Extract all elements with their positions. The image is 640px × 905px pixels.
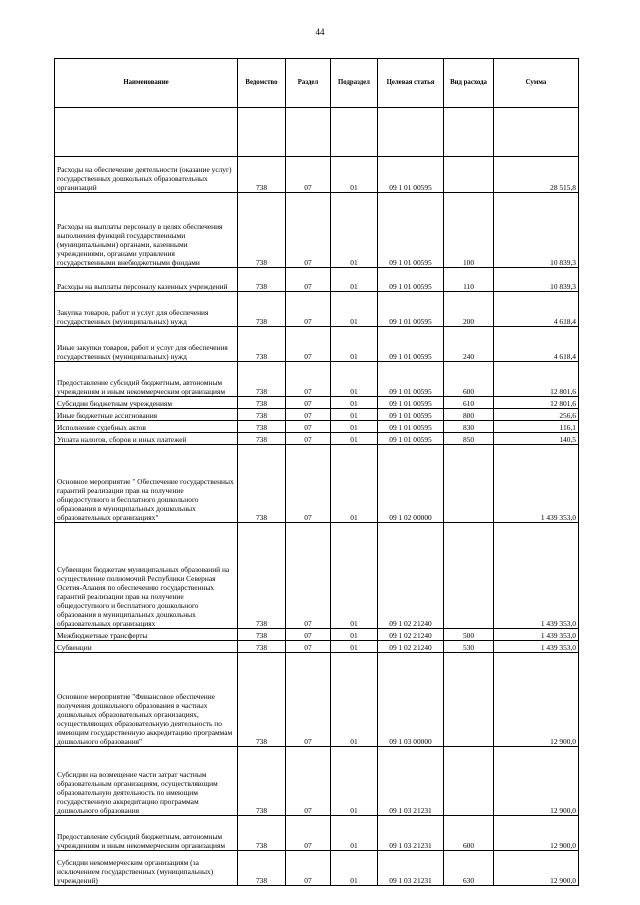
table-row <box>55 445 579 523</box>
table-body <box>55 108 579 886</box>
row-subsection: 01 <box>331 157 378 193</box>
row-subsection: 01 <box>331 851 378 886</box>
row-subsection: 01 <box>331 653 378 747</box>
row-section: 07 <box>286 653 331 747</box>
row-target-article: 09 1 03 00000 <box>378 653 444 747</box>
spacer-cell <box>494 108 579 157</box>
row-sum: 1 439 353,0 <box>494 641 579 653</box>
row-section: 07 <box>286 851 331 886</box>
row-name: Уплата налогов, сборов и иных платежей <box>55 433 238 445</box>
row-department: 738 <box>238 268 286 292</box>
row-section: 07 <box>286 523 331 629</box>
table-row <box>55 327 579 362</box>
row-section: 07 <box>286 268 331 292</box>
row-name: Субсидии бюджетным учреждениям <box>55 397 238 409</box>
row-department: 738 <box>238 327 286 362</box>
row-name: Иные бюджетные ассигнования <box>55 409 238 421</box>
row-name: Исполнение судебных актов <box>55 421 238 433</box>
row-department: 738 <box>238 816 286 851</box>
row-target-article: 09 1 01 00595 <box>378 433 444 445</box>
row-section: 07 <box>286 409 331 421</box>
row-target-article: 09 1 02 21240 <box>378 641 444 653</box>
table-row <box>55 629 579 641</box>
row-expense-type: 600 <box>444 816 494 851</box>
table-row <box>55 523 579 629</box>
row-section: 07 <box>286 433 331 445</box>
table-row <box>55 157 579 193</box>
row-subsection: 01 <box>331 327 378 362</box>
row-expense-type <box>444 523 494 629</box>
table-row <box>55 362 579 397</box>
row-section: 07 <box>286 747 331 816</box>
row-target-article: 09 1 01 00595 <box>378 327 444 362</box>
row-target-article: 09 1 01 00595 <box>378 421 444 433</box>
table-row <box>55 292 579 327</box>
row-name: Расходы на выплаты персоналу казенных учреждений <box>55 268 238 292</box>
row-subsection: 01 <box>331 747 378 816</box>
table-row <box>55 816 579 851</box>
row-expense-type: 530 <box>444 641 494 653</box>
row-subsection: 01 <box>331 421 378 433</box>
row-sum: 4 618,4 <box>494 292 579 327</box>
row-section: 07 <box>286 421 331 433</box>
row-subsection: 01 <box>331 629 378 641</box>
row-target-article: 09 1 01 00595 <box>378 292 444 327</box>
table-row <box>55 409 579 421</box>
row-sum: 12 900,0 <box>494 816 579 851</box>
row-sum: 10 839,3 <box>494 268 579 292</box>
spacer-cell <box>238 108 286 157</box>
row-sum: 28 515,8 <box>494 157 579 193</box>
row-expense-type: 100 <box>444 193 494 268</box>
header-section: Раздел <box>286 59 331 108</box>
row-sum: 12 900,0 <box>494 851 579 886</box>
row-expense-type: 630 <box>444 851 494 886</box>
row-expense-type <box>444 157 494 193</box>
table-row <box>55 641 579 653</box>
row-target-article: 09 1 01 00595 <box>378 268 444 292</box>
row-target-article: 09 1 02 21240 <box>378 523 444 629</box>
header-expense-type: Вид расхода <box>444 59 494 108</box>
row-sum: 1 439 353,0 <box>494 523 579 629</box>
row-target-article: 09 1 03 21231 <box>378 851 444 886</box>
row-target-article: 09 1 01 00595 <box>378 409 444 421</box>
row-name: Расходы на обеспечение деятельности (оказание услуг) государственных дошкольных образовательных организаций <box>55 157 238 193</box>
header-name: Наименование <box>55 59 238 108</box>
row-section: 07 <box>286 327 331 362</box>
row-target-article: 09 1 02 00000 <box>378 445 444 523</box>
row-expense-type: 110 <box>444 268 494 292</box>
row-expense-type: 830 <box>444 421 494 433</box>
spacer-cell <box>444 108 494 157</box>
row-name: Субсидии на возмещение части затрат частным образовательным организациям, осуществляющим образовательную деятельность по имеющим государственную аккредитацию программам дошкольного образования <box>55 747 238 816</box>
row-name: Основное мероприятие " Обеспечение государственных гарантий реализации прав на получение общедоступного и бесплатного дошкольного образования в муниципальных дошкольных образовательных организациях" <box>55 445 238 523</box>
row-name: Предоставление субсидий бюджетным, автономным учреждениям и иным некоммерческим организациям <box>55 362 238 397</box>
row-department: 738 <box>238 653 286 747</box>
row-expense-type: 500 <box>444 629 494 641</box>
row-name: Субвенции бюджетам муниципальных образований на осуществление полномочий Республики Северная Осетия-Алания по обеспечению государственных гарантий реализации прав на получение общедоступного и бесплатного дошкольного образования в муниципальных дошкольных образовательных организациях <box>55 523 238 629</box>
row-expense-type <box>444 747 494 816</box>
row-subsection: 01 <box>331 445 378 523</box>
row-sum: 1 439 353,0 <box>494 445 579 523</box>
row-subsection: 01 <box>331 292 378 327</box>
header-department: Ведомство <box>238 59 286 108</box>
table-row <box>55 268 579 292</box>
row-subsection: 01 <box>331 433 378 445</box>
row-sum: 10 839,3 <box>494 193 579 268</box>
row-department: 738 <box>238 409 286 421</box>
row-sum: 12 900,0 <box>494 747 579 816</box>
row-department: 738 <box>238 157 286 193</box>
row-expense-type: 240 <box>444 327 494 362</box>
table-header-row <box>55 59 579 108</box>
row-name: Субсидии некоммерческим организациям (за исключением государственных (муниципальных) учреждений) <box>55 851 238 886</box>
row-name: Закупка товаров, работ и услуг для обеспечения государственных (муниципальных) нужд <box>55 292 238 327</box>
row-department: 738 <box>238 747 286 816</box>
row-section: 07 <box>286 157 331 193</box>
row-target-article: 09 1 02 21240 <box>378 629 444 641</box>
row-subsection: 01 <box>331 641 378 653</box>
row-department: 738 <box>238 193 286 268</box>
spacer-cell <box>331 108 378 157</box>
row-subsection: 01 <box>331 362 378 397</box>
row-subsection: 01 <box>331 816 378 851</box>
row-sum: 12 900,0 <box>494 653 579 747</box>
row-name: Субвенции <box>55 641 238 653</box>
page-number: 44 <box>315 27 325 37</box>
row-section: 07 <box>286 193 331 268</box>
table-row <box>55 421 579 433</box>
table-row <box>55 433 579 445</box>
row-target-article: 09 1 01 00595 <box>378 397 444 409</box>
row-department: 738 <box>238 523 286 629</box>
spacer-cell <box>55 108 238 157</box>
row-sum: 116,1 <box>494 421 579 433</box>
row-section: 07 <box>286 445 331 523</box>
row-name: Иные закупки товаров, работ и услуг для обеспечения государственных (муниципальных) нужд <box>55 327 238 362</box>
table-row <box>55 851 579 886</box>
row-department: 738 <box>238 629 286 641</box>
row-sum: 12 801,6 <box>494 397 579 409</box>
header-sum: Сумма <box>494 59 579 108</box>
row-department: 738 <box>238 641 286 653</box>
spacer-row <box>55 108 579 157</box>
row-section: 07 <box>286 292 331 327</box>
row-department: 738 <box>238 445 286 523</box>
row-section: 07 <box>286 397 331 409</box>
row-sum: 256,6 <box>494 409 579 421</box>
row-name: Межбюджетные трансферты <box>55 629 238 641</box>
row-sum: 1 439 353,0 <box>494 629 579 641</box>
row-target-article: 09 1 03 21231 <box>378 747 444 816</box>
row-subsection: 01 <box>331 409 378 421</box>
row-department: 738 <box>238 433 286 445</box>
row-expense-type: 850 <box>444 433 494 445</box>
row-name: Предоставление субсидий бюджетным, автономным учреждениям и иным некоммерческим организациям <box>55 816 238 851</box>
row-target-article: 09 1 03 21231 <box>378 816 444 851</box>
row-expense-type <box>444 445 494 523</box>
row-expense-type: 610 <box>444 397 494 409</box>
row-department: 738 <box>238 292 286 327</box>
row-subsection: 01 <box>331 523 378 629</box>
row-sum: 4 618,4 <box>494 327 579 362</box>
row-department: 738 <box>238 851 286 886</box>
row-department: 738 <box>238 362 286 397</box>
table-row <box>55 747 579 816</box>
row-section: 07 <box>286 362 331 397</box>
row-department: 738 <box>238 397 286 409</box>
table-row <box>55 193 579 268</box>
row-name: Основное мероприятие "Финансовое обеспечение получения дошкольного образования в частных дошкольных образовательных организациях, осуществляющих образовательную деятельность по имеющим государственную аккредитацию программам дошкольного образования" <box>55 653 238 747</box>
header-subsection: Подраздел <box>331 59 378 108</box>
row-sum: 140,5 <box>494 433 579 445</box>
spacer-cell <box>378 108 444 157</box>
row-name: Расходы на выплаты персоналу в целях обеспечения выполнения функций государственными (муниципальными) органами, казенными учреждениями, органами управления государственными внебюджетными фондами <box>55 193 238 268</box>
header-target-article: Целевая статья <box>378 59 444 108</box>
row-subsection: 01 <box>331 397 378 409</box>
row-target-article: 09 1 01 00595 <box>378 193 444 268</box>
row-expense-type: 600 <box>444 362 494 397</box>
row-expense-type: 800 <box>444 409 494 421</box>
spacer-cell <box>286 108 331 157</box>
table-row <box>55 397 579 409</box>
row-subsection: 01 <box>331 193 378 268</box>
row-expense-type <box>444 653 494 747</box>
row-department: 738 <box>238 421 286 433</box>
row-target-article: 09 1 01 00595 <box>378 157 444 193</box>
row-section: 07 <box>286 816 331 851</box>
row-subsection: 01 <box>331 268 378 292</box>
table-row <box>55 653 579 747</box>
row-sum: 12 801,6 <box>494 362 579 397</box>
row-expense-type: 200 <box>444 292 494 327</box>
row-section: 07 <box>286 641 331 653</box>
budget-table <box>54 58 579 886</box>
row-target-article: 09 1 01 00595 <box>378 362 444 397</box>
row-section: 07 <box>286 629 331 641</box>
